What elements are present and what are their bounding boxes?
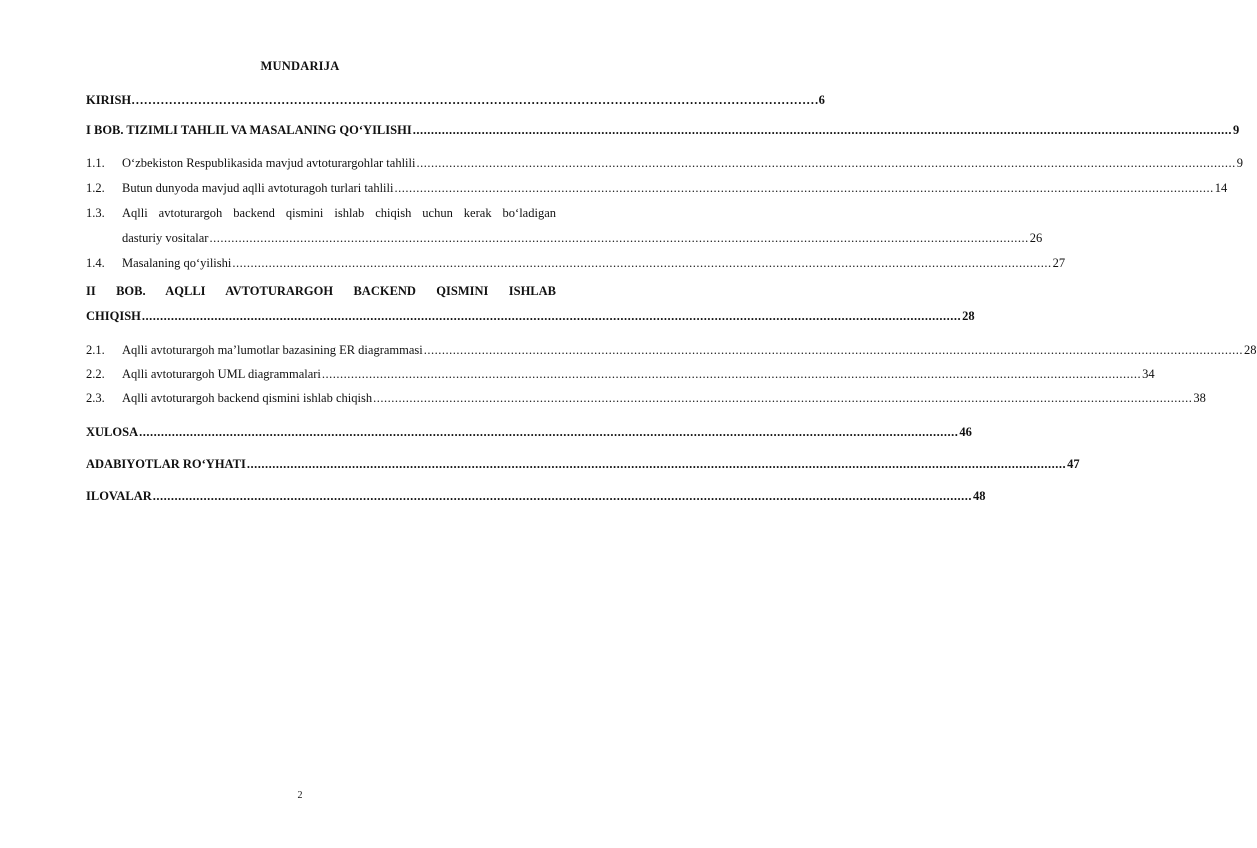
toc-entry-2-2 bbox=[86, 366, 1155, 382]
toc-entry-text: XULOSA bbox=[86, 425, 139, 439]
toc-entry-1-3-continued bbox=[86, 230, 1043, 246]
toc-leader-dots bbox=[322, 366, 1141, 382]
toc-entry-2-1 bbox=[86, 342, 1257, 358]
toc-entry-text: Aqlli avtoturargoh UML diagrammalari bbox=[122, 367, 321, 381]
toc-entry-page: 47 bbox=[1067, 457, 1080, 471]
toc-entry-text: I BOB. TIZIMLI TAHLIL VA MASALANING QO‘YILISHI bbox=[86, 123, 412, 137]
toc-entry-1-1 bbox=[86, 155, 1243, 171]
toc-entry-text: ILOVALAR bbox=[86, 489, 152, 503]
toc-leader-dots bbox=[424, 342, 1243, 358]
toc-leader-dots bbox=[153, 488, 972, 504]
toc-entry-page: 28 bbox=[962, 309, 975, 323]
toc-entry-2-3 bbox=[86, 390, 1206, 406]
toc-entry-page: 48 bbox=[973, 489, 986, 503]
toc-entry-page: 28 bbox=[1244, 343, 1257, 357]
toc-leader-dots bbox=[247, 456, 1066, 472]
toc-entry-page: 9 bbox=[1232, 123, 1240, 137]
toc-entry-chapter-1 bbox=[86, 122, 1240, 138]
toc-leader-dots bbox=[416, 155, 1235, 171]
toc-entry-1-2 bbox=[86, 180, 1228, 196]
toc-entry-page: 27 bbox=[1052, 256, 1066, 270]
page-title: MUNDARIJA bbox=[260, 59, 340, 73]
toc-entry-number: 2.3. bbox=[86, 391, 105, 405]
toc-entry-ilovalar bbox=[86, 488, 986, 504]
toc-entry-page: 46 bbox=[959, 425, 972, 439]
toc-leader-dots bbox=[373, 390, 1192, 406]
toc-entry-1-4 bbox=[86, 255, 1066, 271]
toc-entry-text: dasturiy vositalar bbox=[122, 231, 209, 245]
toc-entry-chapter-2-continued bbox=[86, 308, 975, 324]
toc-entry-text: ADABIYOTLAR RO‘YHATI bbox=[86, 457, 246, 471]
toc-entry-number: 2.1. bbox=[86, 343, 105, 357]
toc-entry-number: 1.2. bbox=[86, 181, 105, 195]
toc-entry-page: 38 bbox=[1193, 391, 1206, 405]
toc-entry-page: 14 bbox=[1214, 181, 1228, 195]
toc-leader-dots bbox=[209, 230, 1028, 246]
toc-entry-adabiyotlar bbox=[86, 456, 1080, 472]
toc-entry-page: 26 bbox=[1029, 231, 1043, 245]
toc-entry-page: 9 bbox=[1236, 156, 1243, 170]
toc-leader-dots bbox=[142, 308, 961, 324]
toc-entry-text: Aqlli avtoturargoh ma’lumotlar bazasining ER diagrammasi bbox=[122, 343, 423, 357]
page-number: 2 bbox=[297, 790, 303, 801]
toc-leader-dots bbox=[394, 180, 1213, 196]
toc-entry-text: II BOB. AQLLI AVTOTURARGOH BACKEND QISMINI ISHLAB bbox=[86, 284, 556, 298]
toc-entry-xulosa bbox=[86, 424, 972, 440]
toc-leader-dots bbox=[232, 255, 1051, 271]
toc-entry-text: Aqlli avtoturargoh backend qismini ishlab chiqish uchun kerak bo‘ladigan bbox=[122, 206, 556, 220]
toc-entry-text: Masalaning qo‘yilishi bbox=[122, 256, 232, 270]
toc-leader-dots bbox=[413, 122, 1232, 138]
toc-entry-text: CHIQISH bbox=[86, 309, 141, 323]
toc-entry-page: 34 bbox=[1142, 367, 1155, 381]
toc-entry-number: 1.3. bbox=[86, 206, 105, 220]
toc-entry-chapter-2 bbox=[86, 283, 556, 299]
toc-entry-text: Aqlli avtoturargoh backend qismini ishlab chiqish bbox=[122, 391, 373, 405]
toc-entry-number: 1.1. bbox=[86, 156, 105, 170]
toc-leader-dots bbox=[139, 424, 958, 440]
toc-entry-number: 2.2. bbox=[86, 367, 105, 381]
toc-entry-1-3 bbox=[86, 205, 556, 221]
toc-entry-kirish bbox=[86, 92, 825, 108]
toc-entry-text: Butun dunyoda mavjud aqlli avtoturagoh turlari tahlili bbox=[122, 181, 394, 195]
toc-entry-number: 1.4. bbox=[86, 256, 105, 270]
toc-entry-text: KIRISH………………………………………………………………………………………………………………………………………………… bbox=[86, 93, 819, 107]
toc-entry-page: 6 bbox=[818, 93, 825, 107]
toc-entry-text: O‘zbekiston Respublikasida mavjud avtoturargohlar tahlili bbox=[122, 156, 416, 170]
